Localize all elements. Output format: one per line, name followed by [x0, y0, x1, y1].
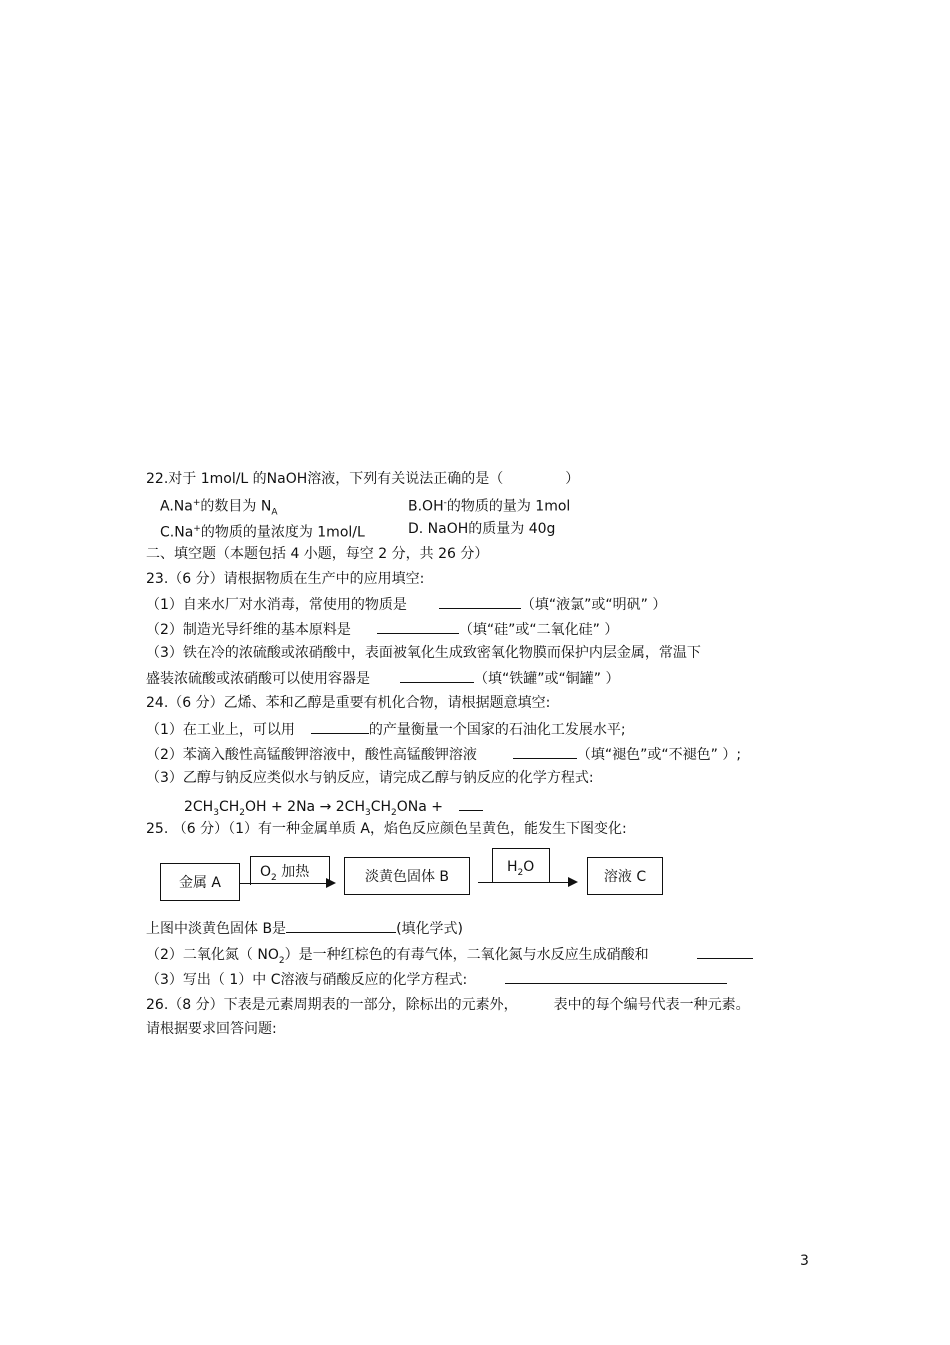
q25-part3: （3）写出（ 1）中 C溶液与硝酸反应的化学方程式:	[146, 969, 727, 989]
flow-box-metal-a: 金属 A	[160, 863, 240, 901]
flow-box-solid-b: 淡黄色固体 B	[344, 857, 470, 895]
arrow2-label: $H_2O$	[507, 859, 535, 878]
page-number: 3	[800, 1253, 809, 1269]
q24-part1: （1）在工业上，可以用 的产量衡量一个国家的石油化工发展水平;	[146, 719, 626, 739]
q23-part3a: （3）铁在冷的浓硫酸或浓硝酸中，表面被氧化生成致密氧化物膜而保护内层金属，常温下	[146, 645, 701, 661]
section-heading: 二、填空题（本题包括 4 小题，每空 2 分，共 26 分）	[146, 546, 489, 562]
answer-blank[interactable]	[505, 969, 727, 984]
q22-option-a: A.Na+的数目为 $N_A$	[160, 498, 278, 518]
answer-blank[interactable]	[439, 594, 521, 609]
answer-blank[interactable]	[286, 918, 396, 933]
q24-stem: 24.（6 分）乙烯、苯和乙醇是重要有机化合物，请根据题意填空:	[146, 695, 551, 711]
q25-part1-answer: 上图中淡黄色固体 B是 (填化学式)	[146, 918, 463, 938]
q23-part1: （1）自来水厂对水消毒，常使用的物质是 （填“液氯”或“明矾” ）	[146, 594, 666, 614]
q24-equation: $2CH_3CH_2OH + 2Na \to 2CH_3CH_2ONa$ +	[184, 796, 483, 822]
arrow1-label: $O_2$ 加热	[260, 864, 310, 883]
arrow-right-icon	[240, 883, 334, 884]
q22-option-c: C.Na+的物质的量浓度为 1mol/L	[160, 524, 365, 541]
q24-part3: （3）乙醇与钠反应类似水与钠反应，请完成乙醇与钠反应的化学方程式:	[146, 770, 594, 786]
q23-part2: （2）制造光导纤维的基本原料是 （填“硅”或“二氧化硅” ）	[146, 619, 618, 639]
answer-blank[interactable]	[513, 744, 577, 759]
answer-blank[interactable]	[400, 668, 474, 683]
arrow2-label-box	[492, 848, 550, 883]
answer-blank[interactable]	[459, 796, 483, 811]
arrow1-label-box	[250, 856, 330, 885]
arrow-right-icon	[478, 882, 576, 883]
q22-option-d: D. NaOH的质量为 40g	[408, 521, 556, 537]
q23-stem: 23.（6 分）请根据物质在生产中的应用填空:	[146, 571, 425, 587]
q24-part2: （2）苯滴入酸性高锰酸钾溶液中，酸性高锰酸钾溶液 （填“褪色”或“不褪色” ）;	[146, 744, 741, 764]
q25-stem: 25. （6 分）（1）有一种金属单质 A，焰色反应颜色呈黄色，能发生下图变化:	[146, 821, 627, 837]
q22-option-b: B.OH-的物质的量为 1mol	[408, 498, 571, 515]
answer-blank[interactable]	[697, 944, 753, 959]
answer-blank[interactable]	[311, 719, 369, 734]
q26-line1: 26.（8 分）下表是元素周期表的一部分，除标出的元素外， 表中的每个编号代表一种元素。	[146, 997, 750, 1013]
q26-line2: 请根据要求回答问题:	[146, 1021, 277, 1037]
q23-part3b: 盛装浓硫酸或浓硝酸可以使用容器是 （填“铁罐”或“铜罐” ）	[146, 668, 619, 688]
flow-box-solution-c: 溶液 C	[587, 857, 663, 895]
q22-stem: 22.对于 1mol/L 的NaOH溶液，下列有关说法正确的是（ ）	[146, 471, 580, 487]
answer-blank[interactable]	[377, 619, 459, 634]
q25-part2: （2）二氧化氮（ $NO_2$）是一种红棕色的有毒气体，二氧化氮与水反应生成硝酸和	[146, 944, 753, 970]
